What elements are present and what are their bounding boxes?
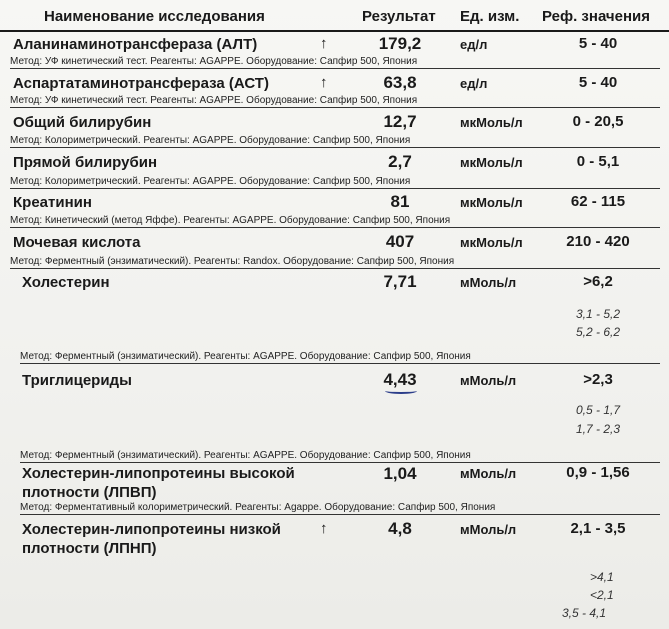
pen-underline-mark (385, 388, 417, 394)
test-result: 407 (385, 232, 415, 251)
test-result: 4,43 (383, 370, 417, 389)
test-name: Холестерин-липопротеины низкой (22, 521, 281, 538)
method-note: Метод: УФ кинетический тест. Реагенты: AGAPPE. Оборудование: Сапфир 500, Япония (10, 95, 660, 108)
test-unit: мМоль/л (460, 466, 517, 481)
test-unit: мМоль/л (460, 275, 517, 290)
header-unit: Ед. изм. (460, 8, 520, 25)
method-note: Метод: Кинетический (метод Яффе). Реагенты: AGAPPE. Оборудование: Сапфир 500, Япония (10, 215, 660, 228)
sub-ref: 0,5 - 1,7 (576, 403, 621, 417)
test-result: 2,7 (388, 152, 412, 171)
test-result: 179,2 (378, 34, 422, 53)
method-note: Метод: Ферментативный колориметрический. Реагенты: Agappe. Оборудование: Сапфир 500, Япония (20, 502, 660, 515)
test-result: 63,8 (383, 73, 417, 92)
test-ref: 0 - 20,5 (572, 113, 624, 130)
test-ref: 2,1 - 3,5 (570, 520, 626, 537)
method-note: Метод: Ферментный (энзиматический). Реагенты: Randox. Оборудование: Сапфир 500, Япония (10, 256, 660, 269)
sub-ref: 1,7 - 2,3 (576, 422, 621, 436)
test-ref: 5 - 40 (578, 74, 618, 91)
test-unit: мкМоль/л (460, 235, 523, 250)
sub-ref: 3,1 - 5,2 (576, 307, 621, 321)
test-name: Общий билирубин (13, 114, 152, 131)
sub-ref: >4,1 (590, 570, 614, 584)
test-name: Креатинин (13, 194, 92, 211)
method-note: Метод: Ферментный (энзиматический). Реагенты: AGAPPE. Оборудование: Сапфир 500, Япония (20, 450, 660, 463)
method-note: Метод: УФ кинетический тест. Реагенты: AGAPPE. Оборудование: Сапфир 500, Япония (10, 56, 660, 69)
method-note: Метод: Колориметрический. Реагенты: AGAPPE. Оборудование: Сапфир 500, Япония (10, 135, 660, 148)
sub-ref: <2,1 (590, 588, 614, 602)
test-result: 4,8 (388, 519, 412, 538)
up-arrow-icon: ↑ (320, 74, 328, 91)
test-result: 7,71 (383, 272, 417, 291)
test-name: Аланинаминотрансфераза (АЛТ) (13, 36, 258, 53)
test-unit: мМоль/л (460, 373, 517, 388)
test-unit: мкМоль/л (460, 115, 523, 130)
up-arrow-icon: ↑ (320, 35, 328, 52)
test-ref: >6,2 (583, 273, 613, 290)
test-unit: ед/л (460, 37, 488, 52)
test-name: Холестерин (22, 274, 110, 291)
test-result: 12,7 (383, 112, 417, 131)
method-note: Метод: Колориметрический. Реагенты: AGAPPE. Оборудование: Сапфир 500, Япония (10, 176, 660, 189)
test-name-line2: плотности (ЛПВП) (22, 484, 157, 501)
test-name: Аспартатаминотрансфераза (АСТ) (13, 75, 269, 92)
test-ref: 5 - 40 (578, 35, 618, 52)
test-unit: мМоль/л (460, 522, 517, 537)
test-ref: 62 - 115 (570, 193, 626, 210)
sub-ref: 5,2 - 6,2 (576, 325, 621, 339)
header-result: Результат (362, 8, 436, 25)
sub-ref: 3,5 - 4,1 (562, 606, 607, 620)
test-name: Триглицериды (22, 372, 132, 389)
test-unit: мкМоль/л (460, 195, 523, 210)
test-name-line2: плотности (ЛПНП) (22, 540, 157, 557)
test-ref: 210 - 420 (566, 233, 630, 250)
test-unit: ед/л (460, 76, 488, 91)
test-ref: 0,9 - 1,56 (566, 464, 630, 481)
test-unit: мкМоль/л (460, 155, 523, 170)
method-note: Метод: Ферментный (энзиматический). Реагенты: AGAPPE. Оборудование: Сапфир 500, Япония (20, 351, 660, 364)
test-ref: 0 - 5,1 (576, 153, 620, 170)
test-result: 1,04 (383, 464, 417, 483)
up-arrow-icon: ↑ (320, 520, 328, 537)
test-name: Мочевая кислота (13, 234, 141, 251)
test-result: 81 (390, 192, 410, 211)
test-name: Холестерин-липопротеины высокой (22, 465, 295, 482)
test-ref: >2,3 (583, 371, 613, 388)
header-ref: Реф. значения (542, 8, 651, 25)
header-name: Наименование исследования (44, 8, 265, 25)
test-name: Прямой билирубин (13, 154, 158, 171)
table-header (0, 0, 669, 32)
